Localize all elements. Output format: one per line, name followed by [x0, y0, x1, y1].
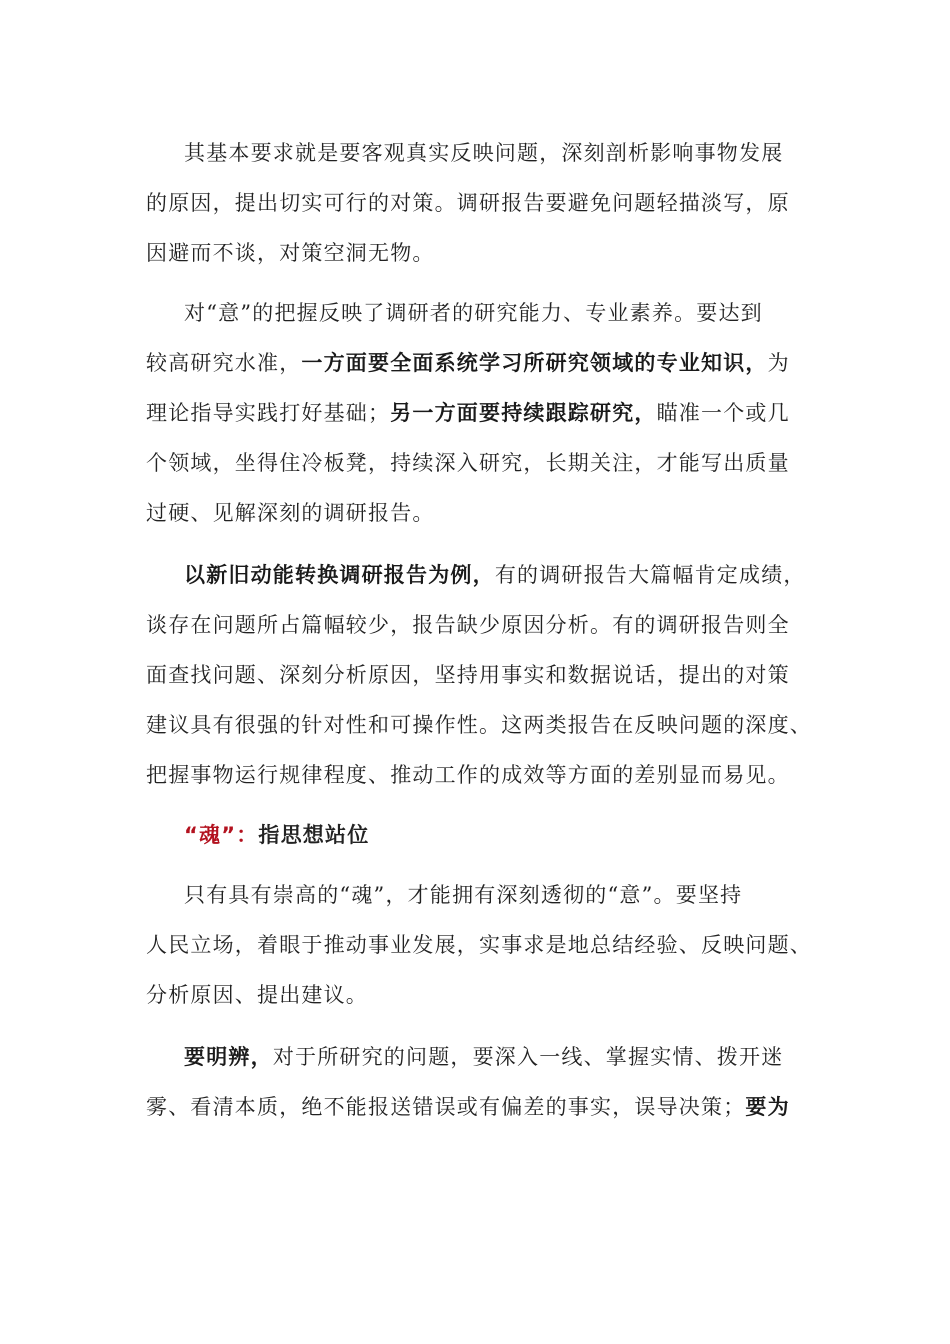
paragraph-line	[146, 758, 790, 792]
text-run: 建议具有很强的针对性和可操作性。这两类报告在反映问题的深度、	[146, 713, 812, 737]
text-run: 分析原因、提出建议。	[146, 983, 368, 1007]
text-run: 较高研究水准，	[146, 351, 302, 375]
paragraph-line	[184, 1040, 783, 1074]
text-run: 个领域，坐得住冷板凳，持续深入研究，长期关注，才能写出质量	[146, 451, 790, 475]
paragraph-line	[184, 878, 742, 912]
paragraph-line	[146, 928, 812, 962]
bold-text: 另一方面要持续跟踪研究，	[390, 401, 657, 425]
text-run: 对于所研究的问题，要深入一线、掌握实情、拨开迷	[272, 1045, 784, 1069]
paragraph-line	[146, 496, 435, 530]
paragraph-line	[146, 186, 790, 220]
text-run: 雾、看清本质，绝不能报送错误或有偏差的事实，误导决策；	[146, 1095, 746, 1119]
text-run: 面查找问题、深刻分析原因，坚持用事实和数据说话，提出的对策	[146, 663, 790, 687]
bold-text: 要明辨，	[184, 1045, 273, 1069]
paragraph-line	[146, 396, 790, 430]
text-run: 为	[767, 351, 790, 375]
paragraph-line	[146, 658, 790, 692]
paragraph-line	[146, 708, 812, 742]
text-run: 的原因，提出切实可行的对策。调研报告要避免问题轻描淡写，原	[146, 191, 790, 215]
text-run: 对“意”的把握反映了调研者的研究能力、专业素养。要达到	[184, 301, 763, 325]
bold-text: 一方面要全面系统学习所研究领域的专业知识，	[301, 351, 768, 375]
text-run: 把握事物运行规律程度、推动工作的成效等方面的差别显而易见。	[146, 763, 790, 787]
paragraph-line	[146, 608, 790, 642]
text-run: 过硬、见解深刻的调研报告。	[146, 501, 435, 525]
paragraph-line	[146, 978, 368, 1012]
paragraph-line	[146, 446, 790, 480]
paragraph-line	[184, 136, 783, 170]
paragraph-line	[146, 346, 790, 380]
bold-text: 以新旧动能转换调研报告为例，	[184, 563, 495, 587]
text-run: 瞄准一个或几	[656, 401, 790, 425]
text-run: 谈存在问题所占篇幅较少，报告缺少原因分析。有的调研报告则全	[146, 613, 790, 637]
text-run: 只有具有崇高的“魂”，才能拥有深刻透彻的“意”。要坚持	[184, 883, 743, 907]
paragraph-line	[146, 1090, 790, 1124]
paragraph-line	[184, 296, 763, 330]
section-heading	[184, 818, 369, 852]
heading-keyword: “魂”：	[184, 823, 259, 847]
text-run: 指思想站位	[258, 823, 370, 847]
text-run: 人民立场，着眼于推动事业发展，实事求是地总结经验、反映问题、	[146, 933, 812, 957]
text-run: 有的调研报告大篇幅肯定成绩，	[494, 563, 806, 587]
bold-text: 要为	[745, 1095, 790, 1119]
text-run: 理论指导实践打好基础；	[146, 401, 391, 425]
text-run: 其基本要求就是要客观真实反映问题，深刻剖析影响事物发展	[184, 141, 784, 165]
text-run: 因避而不谈，对策空洞无物。	[146, 241, 435, 265]
paragraph-line	[184, 558, 806, 592]
paragraph-line	[146, 236, 435, 270]
